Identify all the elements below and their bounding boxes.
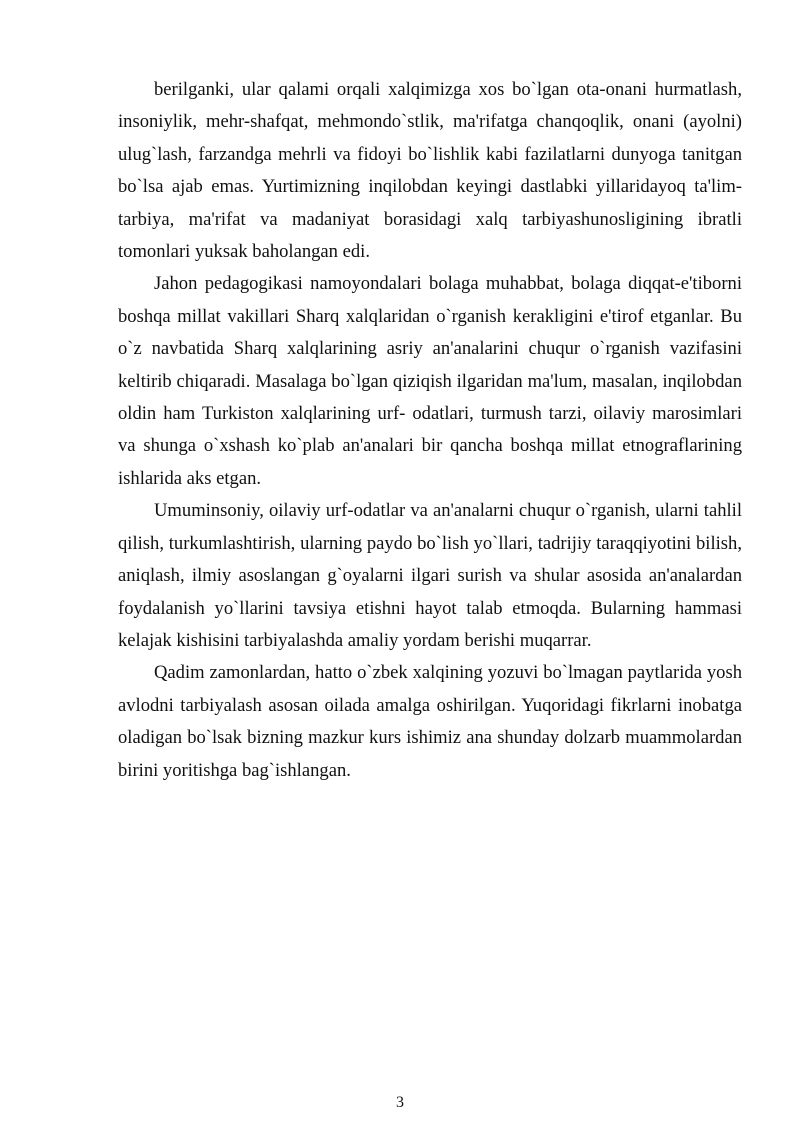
paragraph-2: Jahon pedagogikasi namoyondalari bolaga muhabbat, bolaga diqqat-e'tiborni boshqa millat vakillari Sharq xalqlaridan o`rganish kerakligini e'tirof etganlar. Bu o`z navbatida Sharq xalqlarining asriy an'analarini chuqur o`rganish vazifasini keltirib chiqaradi. Masalaga bo`lgan qiziqish ilgaridan ma'lum, masalan, inqilobdan oldin ham Turkiston xalqlarining urf- odatlari, turmush tarzi, oilaviy marosimlari va shunga o`xshash ko`plab an'analari bir qancha boshqa millat etnograflarining ishlarida aks etgan. [118, 273, 742, 489]
paragraph-4: Qadim zamonlardan, hatto o`zbek xalqining yozuvi bo`lmagan paytlarida yosh avlodni tarbiyalash asosan oilada amalga oshirilgan. Yuqoridagi fikrlarni inobatga oladigan bo`lsak bizning mazkur kurs ishimiz ana shunday dolzarb muammolardan birini yoritishga bag`ishlangan. [118, 662, 742, 781]
body-text [118, 74, 742, 787]
paragraph-1: berilganki, ular qalami orqali xalqimizga xos bo`lgan ota-onani hurmatlash, insoniylik, mehr-shafqat, mehmondo`stlik, ma'rifatga chanqoqlik, onani (ayolni) ulug`lash, farzandga mehrli va fidoyi bo`lishlik kabi fazilatlarni dunyoga tanitgan bo`lsa ajab emas. Yurtimizning inqilobdan keyingi dastlabki yillaridayoq ta'lim-tarbiya, ma'rifat va madaniyat borasidagi xalq tarbiyashunosligining ibratli tomonlari yuksak baholangan edi. [118, 79, 742, 263]
page-number: 3 [396, 1094, 404, 1111]
paragraph-3: Umuminsoniy, oilaviy urf-odatlar va an'analarni chuqur o`rganish, ularni tahlil qilish, turkumlashtirish, ularning paydo bo`lish yo`llari, tadrijiy taraqqiyotini bilish, aniqlash, ilmiy asoslangan g`oyalarni ilgari surish va shular asosida an'analardan foydalanish yo`llarini tavsiya etishni hayot talab etmoqda. Bularning hammasi kelajak kishisini tarbiyalashda amaliy yordam berishi muqarrar. [118, 500, 742, 651]
